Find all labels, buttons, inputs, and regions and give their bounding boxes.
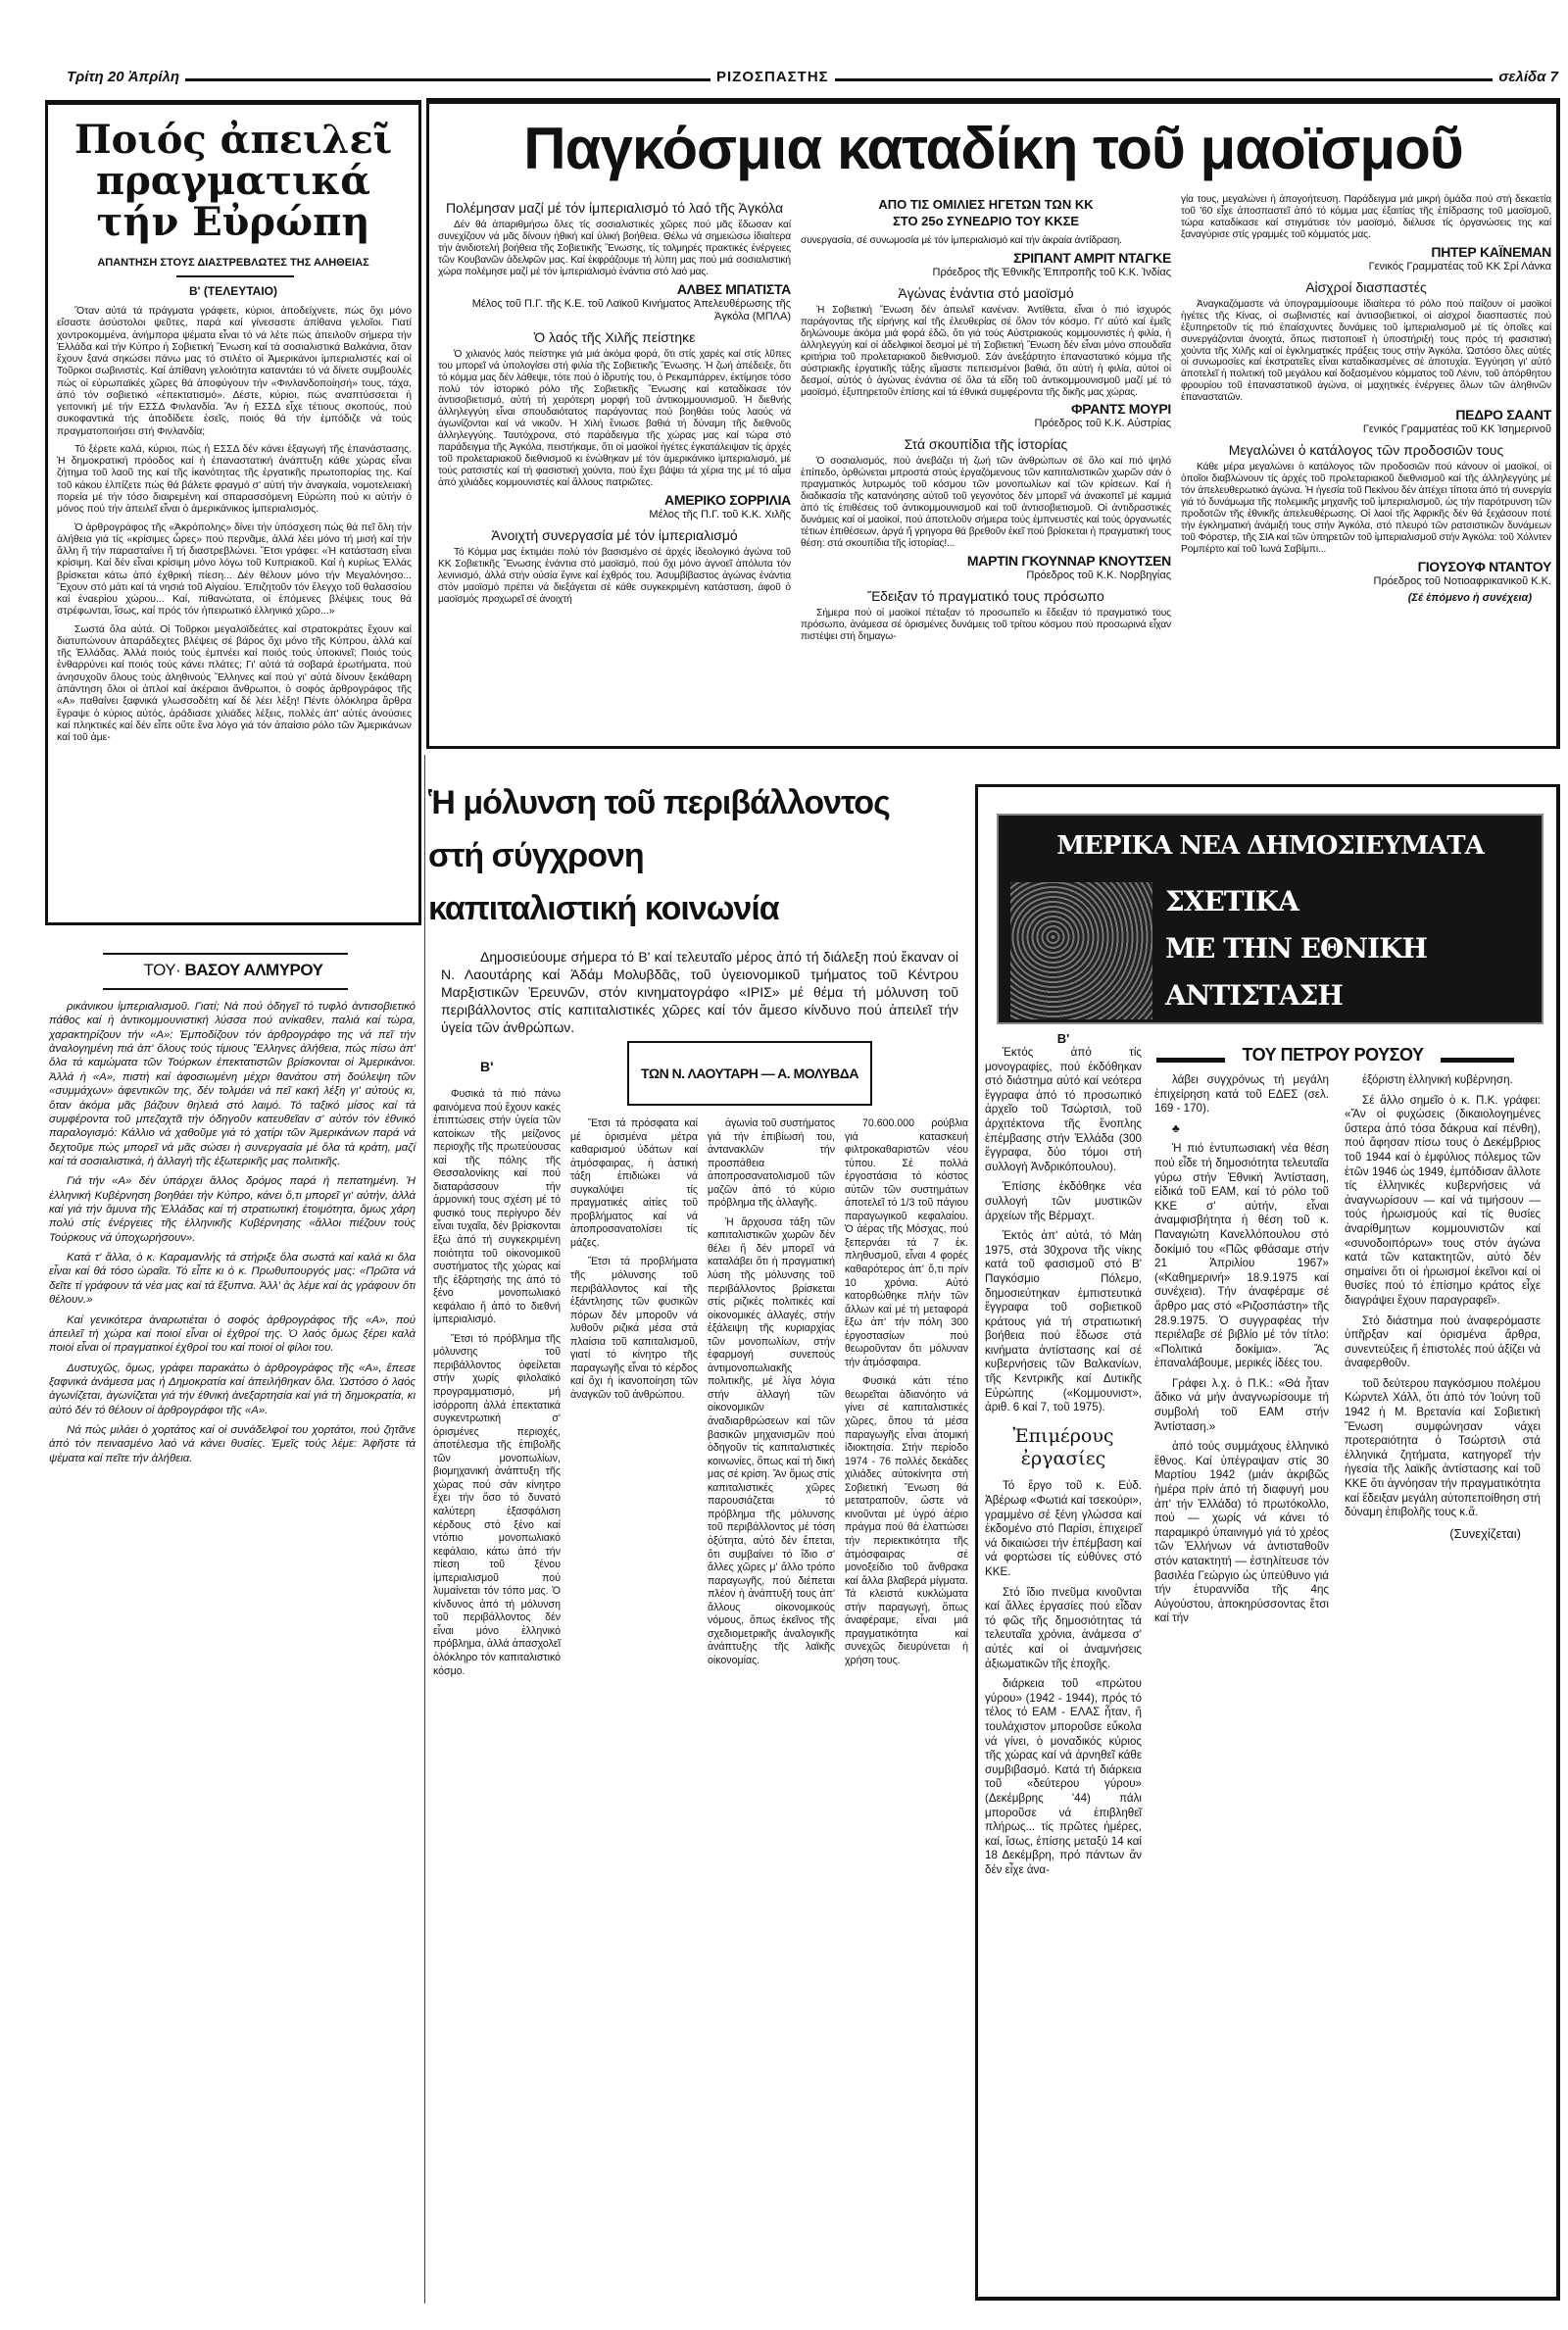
byline-rule-right — [1441, 1058, 1514, 1063]
left-article-part: Β' (ΤΕΛΕΥΤΑΙΟ) — [189, 284, 277, 298]
paragraph: Ἡ πιό ἐντυπωσιακή νέα θέση πού εἶδε τή δημοσιότητα τελευταῖα γύρω στήν Ἐθνική Ἀντίσταση, εἰδικά τοῦ ΕΑΜ, καί τό ρόλο τοῦ ΚΚΕ σ' αὐτήν, εἶναι ἀναμφισβήτητα ἡ θέση τοῦ κ. Παναγιώτη Κανελλόπουλου στό δοκίμιό του «Πῶς φθάσαμε στήν 21 Ἀπριλίου 1967» («Καθημερινή» 18.9.1975 καί συνέχεια). Τήν ἀναφέραμε σέ ἄρθρο μας στό «Ριζοσπάστη» τῆς 28.9.1975. Ὁ συγγραφέας τήν περιέλαβε σέ βιβλίο μέ τόν τίτλο: «Πολιτικά δοκίμια». Ἄς ἐπαναλάβουμε, μερικές ἰδέες του. — [1154, 1142, 1329, 1370]
paragraph: Τό ἔργο τοῦ κ. Εὐδ. Ἀβέρωφ «Φωτιά καί τσεκούρι», γραμμένο σέ ξένη γλώσσα καί ἐκδομένο στό Παρίσι, ἐπιχειρεῖ νά δικαιώσει τήν ἐπέμβαση καί νά φορτώσει τίς εὐθύνες στό ΚΚΕ. — [985, 1479, 1142, 1578]
author-role: Μέλος τῆς Π.Γ. τοῦ Κ.Κ. Χιλῆς — [649, 508, 791, 521]
section-text: Ἀναγκαζόμαστε νά ὑπογραμμίσουμε ἰδιαίτερα τό ρόλο πού παίζουν οἱ μαοϊκοί ἡγέτες τῆς Κίνας, οἱ σωβινιστές καί ἀντισοβιετικοί, οἱ αἰσχροί διασπαστές πού ἐξυπηρετοῦν τίς πιό ἐπαίσχυντες δυνάμεις τοῦ ἰμπεριαλισμοῦ μέ τίς ὁποῖες καί συνεργάζονται ἀνοιχτά, ὅπως πιστοποιεῖ ἡ ὑποστήριξή τους πρός τή φασιστική χούντα τῆς Χιλῆς καί οἱ ἐγκληματικές πράξεις τους στήν Ἀγκόλα. Ὡστόσο ὅλες αὐτές οἱ συνωμοσίες καί ἐκστρατεῖες εἶναι καταδικασμένες σέ ἀποτυχία. Ἐγγύηση γι' αὐτό ἀποτελεῖ ἡ πολιτική τοῦ μεγάλου καί δοξασμένου κόμματος τοῦ Λένιν, τοῦ ἀπόρθητου φρουρίου τοῦ ἐπαναστατικοῦ ἀγώνα, οἱ μαχητικές ἐνέργειες ὅλων τῶν ἀληθινῶν ἐπαναστατῶν. — [1181, 298, 1551, 404]
resistance-title-panel — [997, 814, 1544, 1024]
section-heading: Ἔδειξαν τό πραγματικό τους πρόσωπο — [867, 587, 1104, 604]
paragraph: Ἐκτός ἀπ' αὐτά, τό Μάη 1975, στά 30χρονα τῆς νίκης κατά τοῦ φασισμοῦ στό Β' Παγκόσμιο Πόλεμο, δημοσιεύτηκαν ἐμπιστευτικά ἔγγραφα τοῦ σοβιετικοῦ κράτους γιά τή στρατιωτική βοήθεια πού ἔδωσε στά κινήματα ἀντίστασης καί σέ κυβερνήσεις τῶν Βαλκανίων, τῆς Κεντρικῆς καί Δυτικῆς Εὐρώπης («Κομμουνιστ», ἀριθ. 6 καί 7, τοῦ 1975). — [985, 1229, 1142, 1414]
paragraph: διάρκεια τοῦ «πρώτου γύρου» (1942 - 1944), πρός τό τέλος τό ΕΑΜ - ΕΛΑΣ ἦταν, ἤ τουλάχιστον μποροῦσε εὔκολα νά γίνει, ὁ μοναδικός κύριος τῆς χώρας καί νά ἀρνηθεῖ κάθε συμβιβασμό. Κατά τή διάρκεια τοῦ «δεύτερου γύρου» (Δεκέμβρης '44) πάλι μποροῦσε νά ἐπιβληθεῖ πλήρως... τίς πρῶτες ἡμέρες, καί, ἴσως, ἐπίσης μεταξύ 14 καί 18 Δεκέμβρη, πρό πάντων ἄν δέν εἶχε ἀνα- — [985, 1677, 1142, 1876]
paragraph: ρικάνικου ἰμπεριαλισμοῦ. Γιατί; Νά πού ὁδηγεῖ τό τυφλό ἀντισοβιετικό πάθος καί ἡ ἀντικομμουνιστική λύσσα πού ανίκαθεν, παλιά καί τώρα, χαρακτηρίζουν τήν «Α»: Ἐμποδίζουν τόν ἀρθρογράφο της νά πεῖ τήν ἀναλογημένη πιά ἀπ' ὅλους τούς τίμιους Ἕλληνες ἀλήθεια, πώς πίσω ἀπ' ὅλα τά καμώματα τῶν Τούρκων ἐπεκτατιστῶν βρίσκονται οἱ Ἀμερικάνοι. Ἀλλά ἡ «Α», πιστή καί ἀφοσιωμένη μέχρι θανάτου στή δούλεψη τῶν «συμμάχων» ἀφεντικῶν της, δέν τολμάει νά πεῖ κακή λέξη γι' αὐτούς κι, ὅταν ἀκόμα μᾶς βάζουν θηλειά στό λαιμό. Τό ταξικό μίσος καί τά συμφέροντα τοῦ μπεζαχτᾶ τήν ὁδηγοῦν κατευθεῖαν σ' αὐτόν τόν ἐθνικό παραλογισμό: Κάλλιο νά χαθοῦμε γιά τό χατίρι τῶν Ἀμερικάνων παρά νά δεχτοῦμε πώς μπορεῖ νά μᾶς σώσει ἡ συνεργασία μέ ὅλα τά κράτη, μαζί καί τά σοσιαλιστικά, ἡ ἀλλαγή τῆς ἐξωτερικῆς μας πολιτικῆς. — [49, 1001, 416, 1167]
pollution-column-2 — [570, 1117, 698, 1408]
headline-line: Ἡ μόλυνση τοῦ περιβάλλοντος — [428, 784, 890, 821]
section-text: Ἡ Σοβιετική Ἕνωση δέν ἀπειλεῖ κανέναν. Ἀντίθετα, εἶναι ὁ πιό ἰσχυρός παράγοντας τῆς εἰρήνης καί τῆς ἐλευθερίας σέ ὅλον τόν κόσμο. Γι' αὐτό καί ἐμεῖς δηλώνουμε ἀκόμα μιά φορά ἐδῶ, ὅτι γιά τούς Αὐστριακούς κομμουνιστές ἡ φιλία, ἡ ἀλληλεγγύη καί οἱ ἀδελφικοί δεσμοί μέ τή Σοβιετική Ἕνωση δέν εἶναι μόνο σπουδαῖα κριτήρια τοῦ προλεταριακοῦ διεθνισμοῦ. Σάν ἀνεξάρτητο ἐπαναστατικό κόμμα τῆς αὐστριακῆς ἐργατικῆς τάξης εἴμαστε πεπεισμένοι βαθιά, ὅτι αὐτή ἡ φιλία, αὐτοί οἱ δεσμοί, αὐτός ὁ ἀγώνας ἐνάντια σέ ὅλα τά εἴδη τοῦ ἀντικομμουνισμοῦ μαζί μέ τό μαοϊσμό, ἐξυπηρετοῦν ἐπίσης καί τά ἐθνικά συμφέροντα τῆς δικῆς μας χώρας. — [801, 304, 1171, 398]
issue-date: Τρίτη 20 Ἀπρίλη — [61, 69, 185, 85]
resistance-column-3 — [1345, 1073, 1541, 1520]
paragraph: Ἔτσι τά προβλήματα τῆς μόλυνσης τοῦ περιβάλλοντος καί τῆς ἐξάντλησης τῶν φυσικῶν πόρων δέν μποροῦν νά λυθοῦν ριζικά μέσα στά πλαίσια τοῦ καπιταλισμοῦ, γιατί τό κίνητρο τῆς παραγωγῆς εἶναι τό κέρδος καί ὄχι ἡ ἱκανοποίηση τῶν ἀναγκῶν τοῦ ἀνθρώπου. — [570, 1256, 698, 1401]
title-line: ΑΝΤΙΣΤΑΣΗ — [1165, 979, 1343, 1012]
paragraph: Στό ἴδιο πνεῦμα κινοῦνται καί ἄλλες ἐργασίες πού εἶδαν τό φῶς τῆς δημοσιότητας τά τελευταῖα χρόνια, ἀνάμεσα σ' αὐτές καί οἱ ἀναμνήσεις ἀξιωματικῶν τῆς ἐποχῆς. — [985, 1585, 1142, 1670]
pollution-authors-box — [627, 1041, 872, 1106]
paragraph: ♣ — [1172, 1121, 1180, 1135]
section-text: Σήμερα πού οἱ μαοϊκοί πέταξαν τό προσωπεῖο κι ἔδειξαν τό πραγματικό τους πρόσωπο, ἀνάμεσα σέ ὁρισμένες δυνάμεις τοῦ τρίτου κόσμου πού προσωρινά εἶχαν πιστέψει στή δημαγω- — [801, 607, 1171, 642]
author-role: Πρόεδρος τοῦ Νοτιοαφρικανικοῦ Κ.Κ. — [1373, 574, 1551, 587]
author-name: ΦΡΑΝΤΣ ΜΟΥΡΙ — [1071, 401, 1171, 418]
title-line: πραγματικά — [95, 158, 371, 204]
paragraph: Ἔτσι τό πρόβλημα τῆς μόλυνσης τοῦ περιβάλλοντος ὀφείλεται στήν χωρίς φιλολαϊκό προγραμματισμό, μή ἰσόρροπη ἀλλά ἐπεκτατικά συγκεντρωτική σ' ὁρισμένες περιοχές, ἀποτέλεσμα τῆς ἐπιβολῆς τῶν μονοπωλίων, βιομηχανική ἀνάπτυξη τῆς χώρας πού σάν κίνητρο ἔχει τήν ὅσο τό δυνατό καλύτερη ἐξασφάλιση κέρδους στό ξένο καί ντόπιο μονοπωλιακό κεφάλαιο, κάτω ἀπό τήν πίεση τοῦ ξένου ἰμπεριαλισμοῦ πού λυμαίνεται τόν τόπο μας. Ὁ κίνδυνος ἀπό τή μόλυνση τοῦ περιβάλλοντος δέν εἶναι μόνο ἑλληνικό πρόβλημα, ἀλλά ἀπασχολεῖ ὁλόκληρο τόν καπιταλιστικό κόσμο. — [433, 1332, 561, 1677]
resistance-column-1 — [985, 1046, 1142, 1415]
continued-note: (Σέ ἑπόμενο ἡ συνέχεια) — [1407, 591, 1532, 604]
section-heading: Ὁ λαός τῆς Χιλῆς πείστηκε — [533, 328, 696, 345]
resistance-photo — [1010, 882, 1152, 1019]
pollution-column-3 — [708, 1117, 835, 1673]
paragraph: τοῦ δεύτερου παγκόσμιου πολέμου Κώρντελ Χάλλ, ὅτι ἀπό τόν Ἰούνη τοῦ 1942 ἡ Μ. Βρετανία καί Σοβιετική Ἕνωση συμφώνησαν νάχει προτεραιότητα ὁ Τσώρτσιλ στά ἑλληνικά ζητήματα, κατηγορεῖ τήν ἡγεσία τῆς λαϊκῆς ἀντίστασης καί τοῦ ΚΚΕ ὅτι ἀγνόησαν τήν πραγματικότητα καί ἔδειξαν μεγάλη αὐτοπεποίθηση στή δύναμη ἐπιβολῆς τους κ.ἄ. — [1345, 1376, 1541, 1519]
divider — [176, 275, 294, 277]
paragraph: Νά πώς μιλάει ὁ χορτάτος καί οἱ συνάδελφοί του χορτάτοι, πού ζητᾶνε ἀπό τόν πεινασμένο λαό νά κάνει θυσίες. Ἐμεῖς τούς λέμε: Ἀφῆστε τά ψέματα καί πεῖτε τήν ἀλήθεια. — [49, 1424, 416, 1464]
author-name: ΜΑΡΤΙΝ ΓΚΟΥΝΝΑΡ ΚΝΟΥΤΣΕΝ — [966, 552, 1171, 569]
column-header-line: ΑΠΟ ΤΙΣ ΟΜΙΛΙΕΣ ΗΓΕΤΩΝ ΤΩΝ ΚΚ — [878, 197, 1094, 212]
headline-line: στή σύγχρονη — [428, 837, 644, 874]
maoism-headline: Παγκόσμια καταδίκη τοῦ μαοϊσμοῦ — [523, 116, 1463, 181]
paragraph: Φυσικά τά πιό πάνω φαινόμενα πού ἔχουν κακές ἐπιπτώσεις στήν ὑγεία τῶν κατοίκων τῆς μείζονος περιοχῆς τῆς πρωτεύουσας καί τῆς πόλης τῆς Θεσσαλονίκης καί πού διαταράσσουν τήν ἁρμονική τους σχέση μέ τό φυσικό τους περίγυρο δέν εἶναι τυχαῖα, δέν βρίσκονται ἔξω ἀπό τή συγκεκριμένη ποιότητα τοῦ οἰκονομικοῦ συστήματος τῆς χώρας καί τῆς ἐξάρτησής της ἀπό τό ξένο μονοπωλιακό κεφάλαιο ἤ ἀπό το διεθνή ἰμπεριαλισμό. — [433, 1088, 561, 1326]
left-article-body-top — [57, 306, 412, 750]
author-name: ΓΙΟΥΣΟΥΦ ΝΤΑΝΤΟΥ — [1417, 558, 1551, 574]
title-line: τήν Εὐρώπη — [96, 199, 370, 245]
byline-rule-bottom — [103, 988, 348, 990]
byline-prefix: ΤΟΥ· — [143, 961, 181, 979]
paragraph: Ἔτσι τά πρόσφατα καί μέ ὁρισμένα μέτρα καθαρισμού ὑδάτων καί ἀτμόσφαιρας, ἡ ἀστική τάξη ἐπιδιώκει νά συγκαλύψει τίς πραγματικές αἰτίες τοῦ προβλήματος καί νά ἀποπροσανατολίσει τίς μάζες. — [570, 1117, 698, 1249]
pollution-part: Β' — [480, 1059, 494, 1074]
headline-line: καπιταλιστική κοινωνία — [428, 890, 779, 927]
paragraph: Τό ξέρετε καλά, κύριοι, πώς ἡ ΕΣΣΔ δέν κάνει ἐξαγωγή τῆς ἐπανάστασης. Ἡ δημοκρατική πρόοδος καί ἡ ἐπαναστατική ἀνάπτυξη κάθε χώρας εἶναι ζήτημα τοῦ λαοῦ της καί τῆς ἱκανότητας τῆς ἐργατικῆς πρωτοπορίας της. Καί τοῦ κάκου ἐλπίζετε πώς θά βάλετε φραγμό σ' αὐτή τήν ἀναγκαία, νομοτελειακή πορεία μέ τήν τόσο διαιρεμένη καί σπαρασσόμενη Εὐρώπη πού κι αὐτήν ὁ μόνος πού τήν ἀπειλεῖ εἶναι ὁ ἀμερικάνικος ἰμπεριαλισμός. — [57, 443, 412, 516]
author-role: Μέλος τοῦ Π.Γ. τῆς Κ.Ε. τοῦ Λαϊκοῦ Κινήματος Ἀπελευθέρωσης τῆς Ἀγκόλα (ΜΠΛΑ) — [471, 297, 791, 322]
pollution-column-4 — [845, 1117, 968, 1673]
paragraph: Ἐκτός ἀπό τίς μονογραφίες, πού ἐκδόθηκαν στό διάστημα αὐτό καί νεότερα ἔγγραφα ἀπό τό προσωπικό ἀρχεῖο τοῦ Τσώρτσιλ, τοῦ ἀρχιτέκτονα τῆς ἔνοπλης ἐπέμβασης στήν Ἑλλάδα (300 ἔγγραφα, δύο τόμοι στή συλλογή Ἀνδρικόπουλου). — [985, 1046, 1142, 1173]
paragraph: Φυσικά κάτι τέτιο θεωρεῖται ἀδιανόητο νά γίνει σέ καπιταλιστικές χῶρες, ὅπου τά μέσα παραγωγῆς εἶναι ἀτομική ἰδιοκτησία. Στήν περίοδο 1974 - 76 πολλές δεκάδες χιλιάδες αὐτοκίνητα στή Σοβιετική Ἕνωση θά μετατραποῦν, ὥστε νά κινοῦνται μέ ὑγρό ἀέριο πράγμα πού θά ἐλαττώσει τήν περιεκτικότητα τῆς ἀτμόσφαιρας σέ μονοξείδιο τοῦ ἄνθρακα καί ἄλλα βλαβερά μίγματα. Τά κλειστά κυκλώματα στήν παραγωγή, ὅπως ἀναφέραμε, εἶναι μιά πραγματικότητα καί συνεχῶς διευρύνεται ἡ χρήση τους. — [845, 1375, 968, 1666]
left-article-subtitle: ΑΠΑΝΤΗΣΗ ΣΤΟΥΣ ΔΙΑΣΤΡΕΒΛΩΤΕΣ ΤΗΣ ΑΛΗΘΕΙΑΣ — [97, 257, 369, 269]
author-name: ΠΗΤΕΡ ΚΑΪΝΕΜΑΝ — [1431, 243, 1551, 260]
paragraph: Στό διάστημα πού ἀναφερόμαστε ὑπῆρξαν καί ὁρισμένα ἄρθρα, συνεντεύξεις ἤ ἐπιστολές πού ἀξίζει νά ἀναφερθοῦν. — [1345, 1314, 1541, 1370]
section-heading: Μεγαλώνει ὁ κατάλογος τῶν προδοσιῶν τους — [1228, 442, 1504, 459]
resistance-subhead: Ἐπιμέρους ἐργασίες — [1012, 1424, 1114, 1469]
column-separator — [424, 755, 425, 2304]
pollution-headline — [428, 776, 967, 935]
byline-rule-top — [103, 953, 348, 955]
paragraph: Δυστυχῶς, ὅμως, γράφει παρακάτω ὁ ἀρθρογράφος τῆς «Α», ἔπεσε ξαφνικά ἀνάμεσα μας ἡ Δημοκρατία καί ἀπειλήθηκαν ὅλα. Ὡστόσο ὁ λαός ἀγωνίζεται, ἀγωνίζεται γιά τήν ἐθνική ἀνεξαρτησία καί γιά τή δημοκρατία, κι αὐτό δέν τό θέλουν οἱ ἀρθρογράφοι τῆς «Α». — [49, 1362, 416, 1416]
section-heading: Αἰσχροί διασπαστές — [1305, 278, 1427, 295]
author-name: ΑΛΒΕΣ ΜΠΑΤΙΣΤΑ — [676, 280, 791, 297]
paragraph: λάβει συγχρόνως τή μεγάλη ἐπιχείρηση κατά τοῦ ΕΔΕΣ (σελ. 169 - 170). — [1154, 1073, 1329, 1115]
paragraph: Καί γενικότερα ἀναρωτιέται ὁ σοφός ἀρθρογράφος τῆς «Α», πού ἀπειλεῖ τή χώρα καί ποιοί εἶναι οἱ ἐχθροί της. Ὁ λαός ὅμως ξέρει καλά ποιοί εἶναι οἱ πραγματικοί ἐχθροί του καί ποιοί οἱ φίλοι του. — [49, 1314, 416, 1355]
column-header-line: ΣΤΟ 25ο ΣΥΝΕΔΡΙΟ ΤΟΥ ΚΚΣΕ — [892, 214, 1080, 228]
paragraph: Σέ ἄλλο σημεῖο ὁ κ. Π.Κ. γράφει: «Ἄν οἱ φυχώσεις (δικαιολογημένες ὕστερα ἀπό τόσα δάκρυα καί πένθη), πού ἄφησαν πίσω τους ὁ Δεκέμβριος τοῦ 1944 καί ὁ ἐμφύλιος πόλεμος τῶν ἐτῶν 1946 ὡς 1949, ἐμπόδισαν ἄλλοτε τίς ἑλληνικές κυβερνήσεις νά ἀναγνωρίσουν — καί νά τιμήσουν — τούς ἡρωισμούς καί τίς θυσίες ἀναρίθμητων κομμουνιστῶν καί «συνοδοιπόρων» τους στόν ἀγώνα κατά τῶν κατακτητῶν, αὐτό δέν σημαίνει ὅτι οἱ ἡρωισμοί ἐκεῖνοι καί οἱ θυσίες πού τό ἐπίσημο κράτος εἶχε διαγράψει ἔχουν παραγραφεῖ». — [1345, 1093, 1541, 1307]
left-article-byline — [49, 961, 417, 980]
paragraph: ἀπό τούς συμμάχους ἑλληνικό ἔθνος. Καί ὑπέγραψαν στίς 30 Μαρτίου 1942 (μιάν ἀκριβῶς ἡμέρα πρίν ἀπό τή διαφυγή μου ἀπ' τήν Ἑλλάδα) τό πρωτόκολλο, πού — χωρίς νά κάνει τό παραμικρό ὑπαινιγμό γιά τό χρέος τῶν Ἑλλήνων νά ἀντισταθοῦν στόν κατακτητή — ἐστηλίτευσε τόν βασιλέα Γεώργιο ὡς ὑπεύθυνο γιά τήν ἐτυραννίδα τῆς 4ης Αὐγούστου, ἀποκηρύσσοντας ἔτσι καί τήν — [1154, 1440, 1329, 1625]
section-text: γία τους, μεγαλώνει ἡ ἀπογοήτευση. Παράδειγμα μιά μικρή ὁμάδα πού στή δεκαετία τοῦ '60 εἶχε ἀποσπαστεῖ ἀπό τό κόμμα μας ἐξαιτίας τῆς ἐπίδρασης τοῦ μαοϊσμοῦ, τώρα καταδίκασε καί στιγμάτισε τόν μαοϊσμό, διέλυσε τίς ὀργανώσεις της καί ξαναγύρισε στίς γραμμές τοῦ κόμματός μας. — [1181, 194, 1551, 240]
pollution-intro: Δημοσιεύουμε σήμερα τό Β' καί τελευταῖο μέρος ἀπό τή διάλεξη πού ἔκαναν οἱ Ν. Λαουτάρης καί Ἀδάμ Μολυβδᾶς, τοῦ ὑγειονομικοῦ τμήματος τοῦ Κέντρου Μαρξιστικῶν Ἐρευνῶν, στόν κινηματογράφο «ΙΡΙΣ» μέ θέμα τή μόλυνση τοῦ περιβάλλοντος στίς καπιταλιστικές χῶρες καί τόν ἄμεσο κίνδυνο πού ἀπειλεῖ τήν ὑγεία τῶν ἀνθρώπων. — [441, 949, 958, 1035]
section-text: Τό Κόμμα μας ἐκτιμάει πολύ τόν βασισμένο σέ ἀρχές ἰδεολογικό ἀγώνα τοῦ ΚΚ Σοβιετικῆς Ἕνωσης ἐνάντια στό μαοϊσμό, πού ὄχι μόνο ἀγνοεῖ ἀπόλυτα τόν λενινισμό, ἀλλά στήν οὐσία ἔγινε καί ἐχθρός του. Ἀσυμβίβαστος ἀγώνας ἐνάντια στόν μαοϊσμό πρέπει νά διεξάγεται σέ κάθε συγκεκριμένη κατάσταση, ἀφοῦ ὁ μαοϊσμός προχωρεῖ σέ ἀνοιχτή — [438, 546, 791, 605]
paragraph: Κατά τ' ἄλλα, ὁ κ. Καραμανλής τά στήριξε ὅλα σωστά καί καλά κι ὅλα εἶναι καί θά τόσο ὡραῖα. Τό εἶπε κι ὁ κ. Πρωθυπουργός μας: «Πρῶτα νά δεῖτε τί γράφουν τά νέα μας καί τά ἔξυπνα. Ἀλλ' ἀς λέμε καί ἀς γράφουν ὅτι θέλουν.» — [49, 1252, 416, 1307]
paragraph: ἀγωνία τοῦ συστήματος γιά τήν ἐπιβίωσή του, ἀντανακλῶν τήν προσπάθεια ἀποπροσανατολισμοῦ τῶν μαζῶν ἀπό τό κύριο πρόβλημα τῆς ἀλλαγῆς. — [708, 1117, 835, 1210]
resistance-column-2 — [1154, 1073, 1329, 1632]
column-header — [801, 196, 1171, 229]
paragraph: Ὅταν αὐτά τά πράγματα γράφετε, κύριοι, ἀποδείχνετε, πώς ὄχι μόνο εἴσαστε ἀσύστολοι ψεῦτες, παρά καί γίνεσαστε ἀπίθανα γελοῖοι. Γιατί χοντροκομμένα, ἀνήμπορα ψέματα εἶναι τό νά λέτε πώς ἀπειλοῦν σήμερα τήν Ἑλλάδα καί τήν Κύπρο ἡ Σοβιετική Ἕνωση καί τά σοσιαλιστικά Βαλκάνια, ὅταν ἔχουν ξανά σηκώσει πάνω μας τό στιλέτο οἱ Ἀμερικάνοι ἰμπεριαλιστές καί οἱ Τοῦρκοι σωβινιστές. Καί ἀπίθανη γελοιότητα καταντάει τό νά δίνετε συμβουλές πώς οἱ εὐρωπαϊκές χῶρες θά ἀποφύγουν τήν «Φινλανδοποίησή» τους, τάχα, ἀπό τόν σοβιετικό «ἐπεκτατισμό». Δέστε, κύριοι, πώς αναπτύσσεται ἡ γειτονική μέ τήν ΕΣΣΔ Φινλανδία. Ἄν ἡ ΕΣΣΔ εἶχε τέτιους σκοπούς, πού συκοφαντικά τής ἀποδίδετε ἐσεῖς, ποιός θά τήν ἐμπόδιζε νά τούς πραγματοποιήσει στή Φινλανδία; — [57, 306, 412, 437]
section-text: Ὁ σοσιαλισμός, πού ἀνεβάζει τή ζωή τῶν ἀνθρώπων σέ ὅλο καί πιό ψηλό ἐπίπεδο, ὀρθώνεται μπροστά στούς ἐργαζόμενους τῶν καπιταλιστικῶν χωρῶν σάν ὁ πραγματικός λυτρωμός τοῦ κόσμου τῶν μονοπωλίων καί τῶν κρίσεων. Καί ἡ διαδικασία τῆς κατανόησης αὐτοῦ τοῦ γεγονότος δέν μπορεῖ νά ἀνακοπεῖ μέ καμμιά ἀπό τίς ἐπιθέσεις τοῦ ἀντικομμουνισμοῦ καί τοῦ ἀντισοβιετισμοῦ. Οἱ ἀντιδραστικές δυνάμεις καί οἱ μαοϊκοί, πού ἀποτελοῦν σήμερα τούς ἐμπνευστές καί τούς ὀργανωτές τέτιων ἐπιθέσεων, ἀργά ἤ γρηγορα θά βρεθοῦν ἐκεῖ πού βρίσκεται ἡ πραγματική τους θέση: στά σκουπίδια τῆς ἱστορίας!... — [801, 456, 1171, 549]
paragraph: Γιά τήν «Α» δέν ὑπάρχει ἄλλος δρόμος παρά ἡ πεπατημένη. Ἡ ἑλληνική Κυβέρνηση βοηθάει τήν Κύπρο, κάνει ὅ,τι μπορεῖ γι' αὐτήν, ἀλλά καί γιά τήν ἄμυνα τῆς Ἑλλάδας καί τή στρατιωτική ἑτοιμότητα, ὅμως χάρη πολύ στίς ἐνέργειες τῆς ἑλληνικῆς Κυβέρνησης «ἄλλοι πιέζουν τούς Τούρκους νά ὑποχωρήσουν». — [49, 1175, 416, 1244]
authors: ΤΩΝ Ν. ΛΑΟΥΤΑΡΗ — Α. ΜΟΛΥΒΔΑ — [641, 1066, 858, 1081]
title-line: ΣΧΕΤΙΚΑ — [1165, 885, 1298, 917]
resistance-column-1b — [985, 1479, 1142, 1877]
section-heading: Ἀγώνας ἐνάντια στό μαοϊσμό — [898, 284, 1074, 301]
paragraph: Ἐπίσης ἐκδόθηκε νέα συλλογή τῶν μυστικῶν ἀρχείων τῆς Βέρμαχτ. — [985, 1180, 1142, 1222]
section-heading: Ἀνοιχτή συνεργασία μέ τόν ἰμπεριαλισμό — [491, 526, 738, 543]
section-text: Κάθε μέρα μεγαλώνει ὁ κατάλογος τῶν προδοσιῶν πού κάνουν οἱ μαοϊκοί, οἱ ὁποῖοι διαβλώνουν τίς ἀρχές τοῦ προλεταριακοῦ διεθνισμοῦ καί τῆς ἀλληλεγγύης μέ τόν ἀπελευθερωτικό ἀγώνα. Ἡ ἡγεσία τοῦ Πεκίνου δέν ἀπέχει τίποτα ἀπό τή συνεργία γιά τό δυνάμωμα τῆς πολεμικῆς μηχανῆς τοῦ ἰμπεριαλισμοῦ, ὡς τήν παρότρυνση τῶν προδοτῶν τῆς ἐθνικῆς ἀπελευθέρωσης. Οἱ λαοί τῆς Ἀφρικῆς δέν θά ξεχάσουν ποτέ τήν ἐγκληματική ἀνάμιξή τους στήν Ἀγκόλα, στό πλευρό τῶν ρατσιστικῶν δυνάμεων τοῦ Φόρστερ, τῆς ΣΙΑ καί τῶν ὑπηρετῶν τοῦ ἰμπεριαλισμοῦ στήν Ἀγκόλα: τοῦ Χόλντεν Ρομπέρτο καί τοῦ Ἰωνά Σαβίμπι... — [1181, 462, 1551, 555]
resistance-column-1-stack — [985, 1031, 1142, 1883]
title-line: ΜΕΡΙΚΑ ΝΕΑ ΔΗΜΟΣΙΕΥΜΑΤΑ — [1056, 831, 1484, 861]
title-line: Ποιός ἀπειλεῖ — [74, 117, 393, 163]
left-article-body-bottom — [49, 1000, 416, 1471]
author-name: ΑΜΕΡΙΚΟ ΣΟΡΡΙΛΙΑ — [664, 491, 791, 508]
resistance-byline: ΤΟΥ ΠΕΤΡΟΥ ΡΟΥΣΟΥ — [1242, 1045, 1424, 1065]
newspaper-name: ΡΙΖΟΣΠΑΣΤΗΣ — [710, 69, 835, 85]
section-heading: Πολέμησαν μαζί μέ τόν ἰμπεριαλισμό τό λαό τῆς Ἀγκόλα — [445, 200, 784, 216]
page-number: σελίδα 7 — [1493, 69, 1564, 85]
paragraph: Ἡ ἄρχουσα τάξη τῶν καπιταλιστικῶν χωρῶν δέν θέλει ἤ δέν μπορεῖ νά καταλάβει ὅτι ἡ πραγματική λύση τῆς μόλυνσης τοῦ περιβάλλοντος βρίσκεται στίς ριζικές πολιτικές καί οἰκονομικές ἀλλαγές, στήν ἐξάλειψη τῆς κυριαρχίας τῶν μονοπωλίων, στήν ἐφαρμογή συνεπούς ἀντιμονοπωλιακῆς πολιτικῆς, μέ λίγα λόγια στήν ἀλλαγή τῶν οἰκονομικῶν ἀναδιαρθρώσεων καί τῶν βασικῶν μηχανισμῶν πού ὁδηγοῦν τίς καπιταλιστικές κοινωνίες, ὅπως καί τή δική μας σέ κρίση. Ἄν ὅμως στίς καπιταλιστικές χῶρες παρουσιάζεται τό πρόβλημα τῆς μόλυνσης τοῦ περιβάλλοντος μέ τόση ὀξύτητα, αὐτό δέν ἕπεται, ὅτι συμβαίνει τό ἴδιο σ' ἄλλες χῶρες μ' ἄλλο τρόπο παραγωγῆς, πού διέπεται πλέον ἡ ἀνάπτυξή τους ἀπ' ἄλλους οἰκονομικούς νόμους, ὅπως ἐκεῖνος τῆς σχεδιομετρικῆς ἀναλογικῆς ἀνάπτυξης τῆς λαϊκῆς οἰκονομίας. — [708, 1215, 835, 1666]
pollution-column-1 — [433, 1088, 561, 1684]
author-name: ΠΕΔΡΟ ΣΑΑΝΤ — [1455, 407, 1551, 423]
resistance-column-3-stack — [1345, 1073, 1541, 1541]
paragraph: 70.600.000 ρούβλια γιά κατασκευή φιλτροκαθαριστῶν νέου τύπου. Σέ πολλά ἐργοστάσια τό κόστος αὐτῶν τῶν συστημάτων ἀποτελεῖ τό 1/3 τοῦ πάγιου παραγωγικοῦ κεφαλαίου. Ὁ ἀέρας τῆς Μόσχας, πού ξεπερνάει τά 7 ἑκ. πληθυσμοῦ, εἶναι 4 φορές καθαρότερος ἀπ' ὅ,τι πρίν 10 χρόνια. Αὐτό κατορθώθηκε πλήν τῶν ἄλλων καί μέ τή μεταφορά ἔξω ἀπ' τήν πόλη 300 ἐργοστασίων πού θεωροῦνταν ὅτι μόλυναν τήν ἀτμόσφαιρα. — [845, 1117, 968, 1368]
author-role: Γενικός Γραμματέας τοῦ ΚΚ Ἰσημερινοῦ — [1362, 423, 1551, 436]
byline-name: ΒΑΣΟΥ ΑΛΜΥΡΟΥ — [184, 961, 323, 979]
byline-rule-left — [1156, 1058, 1225, 1063]
paragraph: Σωστά ὅλα αὐτά. Οἱ Τοῦρκοι μεγαλοϊδεάτες καί στρατοκράτες ἔχουν καί διατυπώνουν ἀπαράδεχτες βλέψεις σέ βάρος ὄχι μόνο τῆς Κύπρου, ἀλλά καί τῆς Ἑλλάδας. Ἀλλά ποιός τούς ἐμπνέει καί ποιός τούς ὑποκινεῖ; Ποιός τούς ἐνθαρρύνει καί ποιός τούς κάνει πλάτες; Γι' αὐτά τά σοβαρά ἐρωτήματα, πού ἀνησυχοῦν ὅλους τούς ἀληθινούς Ἕλληνες καί πού γι' αὐτά δίνουν ξεκάθαρη ἀπάντηση ὅλοι οἱ ἁπλοί καί ἀκέραιοι ἄνθρωποι, ὁ σοφός ἀρθρογράφος τῆς «Α» παθαίνει ξαφνικά γλωσσοδέτη καί δέ λέει λέξη! Πέντε ὁλόκληρα ἄρθρα ἔγραψε ὁ κύριος αὐτός, ἀράδιασε χιλιάδες λέξεις, πολλές ἀπ' αὐτές ἀνούσιες καί πληκτικές καί δέν εἶπε οὔτε ἕνα λόγο γιά τόν ἀπαίσιο ρόλο τῶν Ἀμερικάνων καί τοῦ ἀμε- — [57, 623, 412, 744]
author-role: Γενικός Γραμματέας τοῦ ΚΚ Σρί Λάνκα — [1368, 260, 1551, 273]
maoism-column-3 — [1181, 194, 1551, 609]
paragraph: Ὁ ἀρθρογράφος τῆς «Ἀκρόπολης» δίνει τήν ὑπόσχεση πώς θά πεῖ ὅλη τήν ἀλήθεια γιά τίς «κρίσιμες ὧρες» πού περνᾶμε, ἀλλά λέει μόνο τή μισή καί τήν ἄλλη ἤ τήν παρασταίνει ἤ τή διαστρεβλώνει. Ἔτσι γράφει: «Ἡ κατάσταση εἶναι κρίσιμη. Καί δέν εἶναι κρίσιμη μόνο λόγω τοῦ Κυπριακοῦ. Καί ἡ κυρίως Ἑλλάς βρίσκεται κάτω ἀπό ἐχθρική πίεση... Δέν θέλουν μόνο τήν Μεγαλόνησο... Ἔχουν στό μάτι καί τά νησιά τοῦ Αἰγαίου. Ἐπιζητοῦν τόν ἔλεγχο τοῦ θαλασσίου καί ἐναερίου χώρου... Καί, πιθανώτατα, οἱ ἑπόμενες βλέψεις τους θά στρέφωνται, ἴσως, καί πρός τόν ἠπειρωτικό ἑλληνικό χῶρο...» — [57, 521, 412, 618]
resistance-part: Β' — [1056, 1031, 1070, 1046]
continued-note: (Συνεχίζεται) — [1449, 1525, 1521, 1541]
author-role: Πρόεδρος τοῦ Κ.Κ. Νορβηγίας — [1026, 569, 1171, 581]
author-role: Πρόεδρος τῆς Ἐθνικῆς Ἐπιτροπῆς τοῦ Κ.Κ. Ἰνδίας — [932, 266, 1171, 278]
left-article-title — [49, 117, 417, 245]
maoism-column-1 — [438, 194, 791, 606]
maoism-column-2 — [801, 194, 1171, 643]
title-line: ΜΕ ΤΗΝ ΕΘΝΙΚΗ — [1165, 932, 1427, 965]
section-text: Δέν θά ἀπαριθμήσω ὅλες τίς σοσιαλιστικές χῶρες πού μᾶς ἔδωσαν καί συνεχίζουν νά μᾶς δίνουν ἠθική καί ὑλική βοήθεια. Θέλω νά σημειώσω ἰδιαίτερα τήν ἀνιδιοτελή βοήθεια τῆς Σοβιετικῆς Ἕνωσης, τίς τολμηρές πρακτικές ἐνέργειες τῶν Κουβανῶν ἀδελφῶν μας. Καί ἐκφράζουμε τή λύπη μας πού μιά σοσιαλιστική χώρα πολέμησε μαζί μέ τόν ἰμπεριαλισμό ἐνάντια στό λαό μας. — [438, 220, 791, 277]
author-role: Πρόεδρος τοῦ Κ.Κ. Αὐστρίας — [1034, 418, 1171, 430]
paragraph: ἐξόριστη ἑλληνική κυβέρνηση. — [1362, 1073, 1513, 1086]
author-name: ΣΡΙΠΑΝΤ ΑΜΡΙΤ ΝΤΑΓΚΕ — [1013, 249, 1171, 266]
paragraph: Γράφει λ.χ. ὁ Π.Κ.: «Θά ἦταν ἄδικο νά μήν ἀναγνωρίσουμε τή συμβολή τοῦ ΕΑΜ στήν Ἀντίσταση.» — [1154, 1376, 1329, 1433]
section-text: συνεργασία, σέ συνωμοσία μέ τόν ἰμπεριαλισμό καί τήν ἀκραία ἀντίδραση. — [801, 235, 1122, 246]
section-heading: Στά σκουπίδια τῆς ἱστορίας — [904, 436, 1068, 453]
section-text: Ὁ χιλιανός λαός πείστηκε γιά μιά ἀκόμα φορά, ὅτι στίς χαρές καί στίς λῦπες του μπορεῖ νά ὑπολογίσει στή φιλία τῆς Σοβιετικῆς Ἕνωσης. Ἡ ζωή ἀπέδειξε, ὅτι τό κόμμα μας δέν λάθεψε, τότε πού ὁ ἱδρυτής του, ὁ Ρεκαμπάρρεν, ἐκτίμησε τόσο πολύ τόν ἱστορικό ρόλο τῆς Σοβιετικῆς Ἕνωσης καί καταδίκασε τόν ἀντισοβιετισμό, αὐτή τή χειρότερη μορφή τοῦ ἀντικομμουνισμοῦ. Ἡ διεθνής ἀλληλεγγύη εἶναι σπουδαιότατος παράγοντας πού βοηθάει τούς λαούς νά ἀγωνίζονται καί νά νικοῦν. Ἡ Χιλή ἔνιωσε βαθιά τή δύναμη τῆς διεθνοῦς ἀλληλεγγύης. Ταυτόχρονα, στό παράδειγμα τῆς χώρας μας καί τώρα στό παράδειγμα τῆς Ἀγκόλα, πειστήκαμε, ὅτι οἱ μαοϊκοί ἡγέτες ἐγκατάλειψαν τίς ἀρχές τοῦ προλεταριακοῦ διεθνισμοῦ κι ἑνώθηκαν μέ τόν ἀμερικάνικο ἰμπεριαλισμό, μέ τούς ρατσιστές καί τή φασιστική χούντα, πού ἔχει βάψει τά χέρια της μέ τό αἷμα ἀπό χιλιάδες κομμουνιστές καί ἄλλους πατριῶτες. — [438, 348, 791, 488]
